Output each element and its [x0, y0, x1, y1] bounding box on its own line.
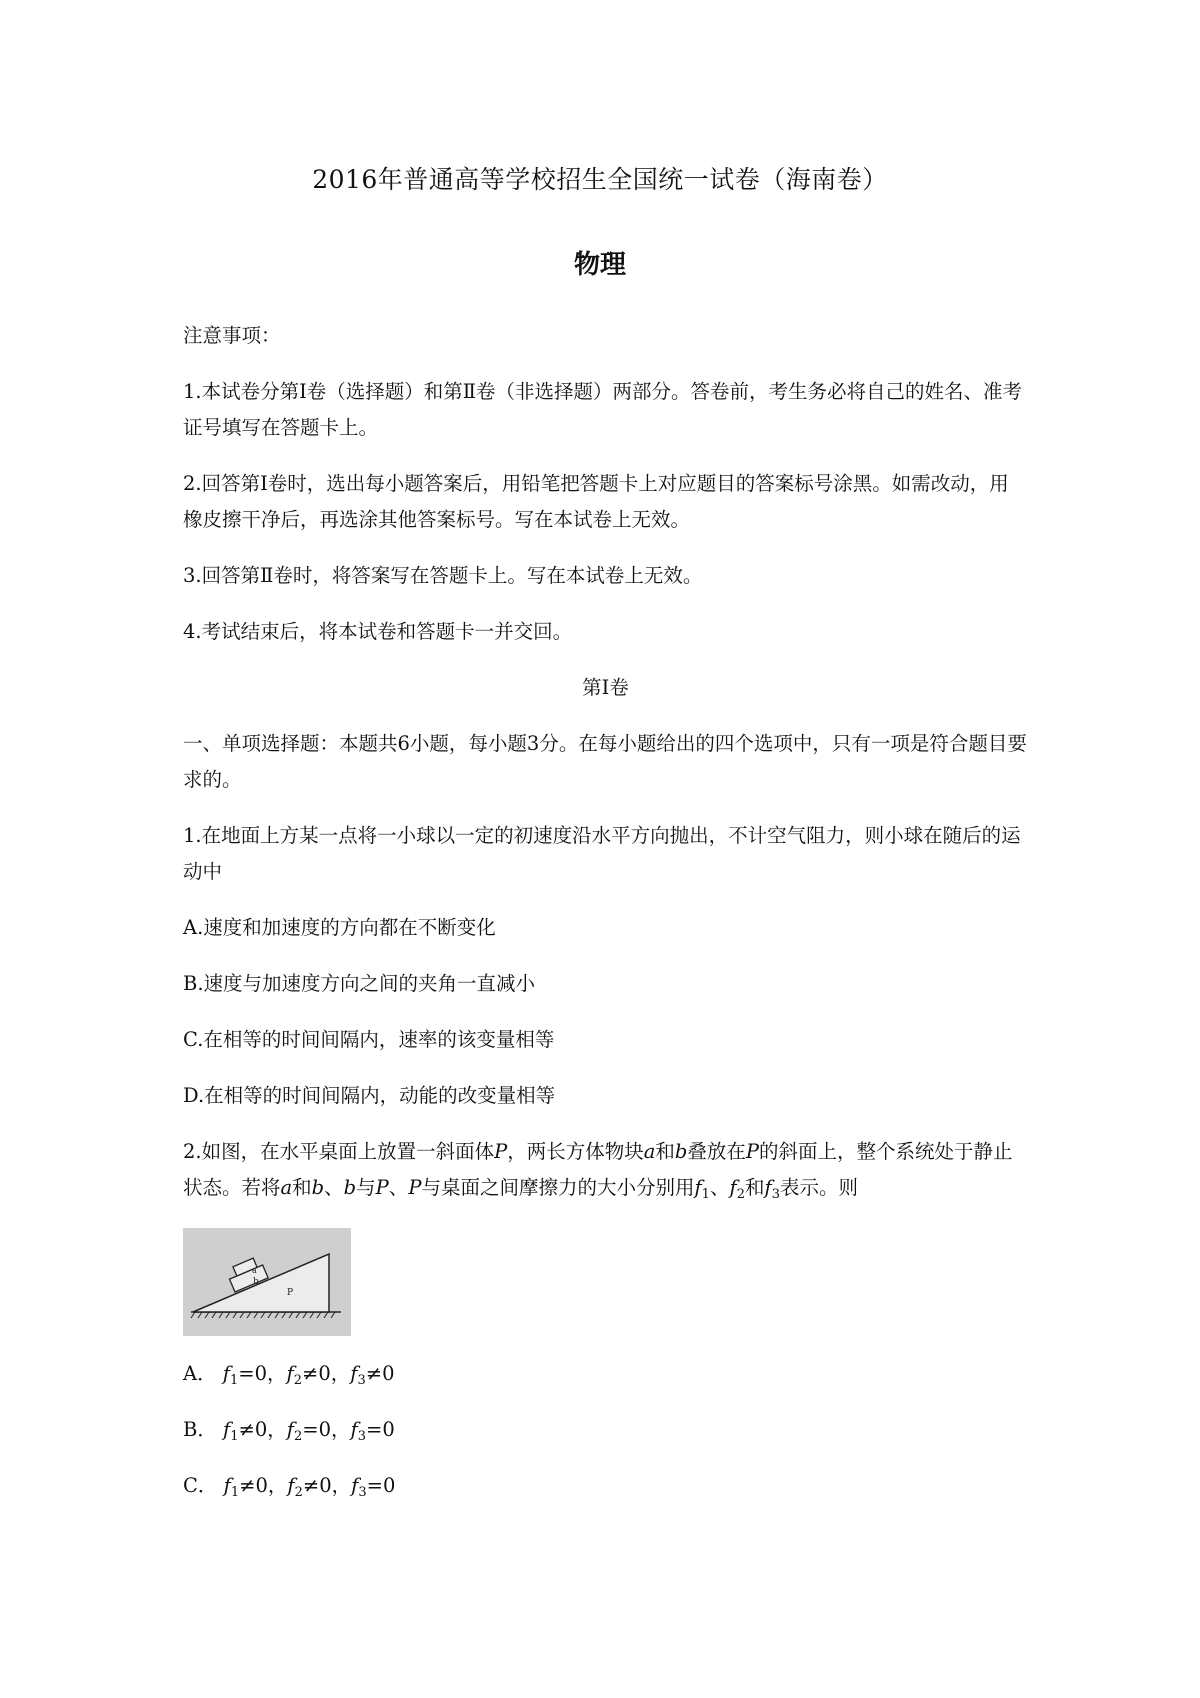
section-heading: 一、单项选择题：本题共6小题，每小题3分。在每小题给出的四个选项中，只有一项是符合题目要求的。: [183, 732, 1027, 791]
notice-item: 4.考试结束后，将本试卷和答题卡一并交回。: [183, 620, 573, 643]
subject-title: 物理: [573, 250, 626, 280]
incline-figure: [183, 1228, 351, 1336]
label-b: b: [253, 1277, 259, 1287]
question-1-option: A.速度和加速度的方向都在不断变化: [183, 916, 496, 939]
part-heading: 第Ⅰ卷: [582, 676, 629, 699]
question-1-option: D.在相等的时间间隔内，动能的改变量相等: [183, 1084, 556, 1107]
label-P: P: [287, 1288, 294, 1298]
question-1-option: B.速度与加速度方向之间的夹角一直减小: [183, 972, 536, 995]
exam-title: 2016年普通高等学校招生全国统一试卷（海南卷）: [312, 165, 888, 194]
exam-body: [183, 318, 1028, 1504]
question-2-option: B． $f_1\ne 0$，$f_2=0$，$f_3=0$: [183, 1418, 395, 1444]
notice-heading: 注意事项：: [183, 324, 281, 347]
notice-item: 1.本试卷分第Ⅰ卷（选择题）和第Ⅱ卷（非选择题）两部分。答卷前，考生务必将自己的姓名、准考证号填写在答题卡上。: [183, 380, 1023, 439]
question-2-stem: 2.如图，在水平桌面上放置一斜面体P，两长方体物块a和b叠放在P的斜面上，整个系统处于静止状态。若将a和b、b与P、P与桌面之间摩擦力的大小分别用$f_1$、$f_2$和$f_3$表示。则: [183, 1140, 1013, 1202]
notice-item: 2.回答第Ⅰ卷时，选出每小题答案后，用铅笔把答题卡上对应题目的答案标号涂黑。如需改动，用橡皮擦干净后，再选涂其他答案标号。写在本试卷上无效。: [183, 472, 1009, 531]
question-1-stem: 1.在地面上方某一点将一小球以一定的初速度沿水平方向抛出，不计空气阻力，则小球在随后的运动中: [183, 824, 1021, 883]
notice-item: 3.回答第Ⅱ卷时，将答案写在答题卡上。写在本试卷上无效。: [183, 564, 703, 587]
label-a: a: [252, 1266, 257, 1275]
question-1-option: C.在相等的时间间隔内，速率的该变量相等: [183, 1028, 555, 1051]
question-2-option: C． $f_1\ne 0$，$f_2\ne 0$，$f_3=0$: [183, 1474, 396, 1500]
question-2-option: A． $f_1=0$，$f_2\ne 0$，$f_3\ne 0$: [183, 1362, 395, 1388]
